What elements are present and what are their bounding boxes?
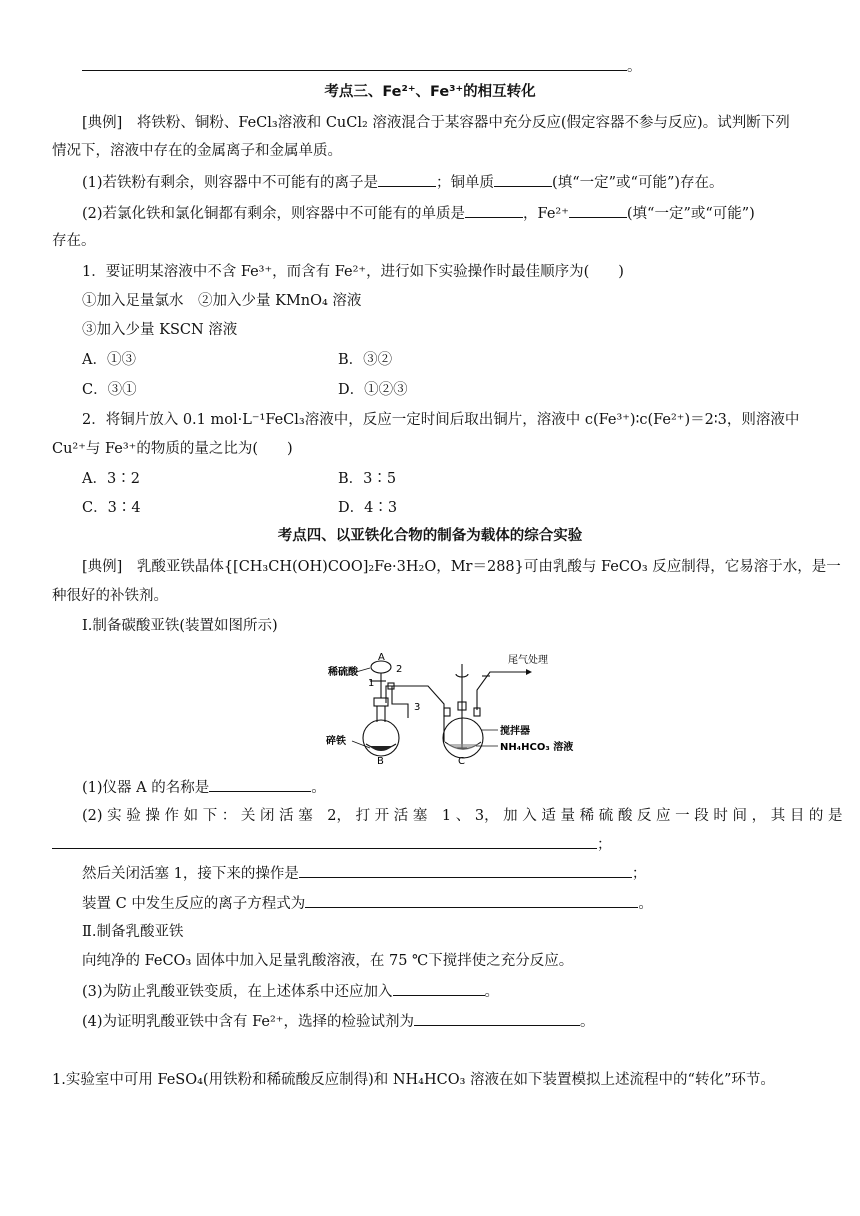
- section3-heading: 考点三、Fe²⁺、Fe³⁺的相互转化: [324, 84, 536, 100]
- label-valve-3: 3: [414, 702, 421, 713]
- label-c: C: [458, 756, 465, 767]
- label-iron: 碎铁: [326, 736, 346, 747]
- blank-instrument-name[interactable]: [209, 777, 311, 792]
- s4-question2-blank-line: ；: [52, 834, 612, 855]
- s3-question2: (2)若氯化铁和氯化铜都有剩余，则容器中不可能有的单质是 ，Fe²⁺ (填“一定”或“可能”): [82, 203, 755, 224]
- label-valve-1: 1: [368, 678, 375, 689]
- blank-fe2[interactable]: [569, 203, 627, 218]
- problem2-stem-line2: Cu²⁺与 Fe³⁺的物质的量之比为( ): [52, 441, 293, 457]
- blank-copper[interactable]: [494, 172, 552, 187]
- s3-question1: (1)若铁粉有剩余，则容器中不可能有的离子是 ；铜单质 (填“一定”或“可能”)存在。: [82, 172, 724, 193]
- answer-line-top: [82, 56, 642, 77]
- s3-example-line1: [典例] 将铁粉、铜粉、FeCl₃溶液和 CuCl₂ 溶液混合于某容器中充分反应(假定容器不参与反应)。试判断下列: [82, 115, 790, 131]
- label-tail-gas: 尾气处理: [508, 655, 548, 666]
- blank-ionic-equation[interactable]: [305, 893, 638, 908]
- label-a: A: [378, 652, 385, 663]
- problem2-choice-d[interactable]: D．4∶3: [338, 500, 398, 516]
- s4-question2b: 然后关闭活塞 1，接下来的操作是 ；: [82, 863, 646, 884]
- problem2-choice-c[interactable]: C．3∶4: [82, 500, 141, 516]
- s4-question2: (2) 实 验 操 作 如 下 ： 关 闭 活 塞 2， 打 开 活 塞 1 、 3， 加 入 适 量 稀 硫 酸 反 应 一 段 时 间 ， 其 目 的 是: [82, 808, 843, 824]
- problem1-choice-a[interactable]: A．①③: [82, 352, 136, 368]
- s4-question2c: 装置 C 中发生反应的离子方程式为 。: [82, 893, 653, 914]
- end-mark: 。: [627, 59, 642, 75]
- blank-element[interactable]: [465, 203, 523, 218]
- label-valve-2: 2: [396, 664, 403, 675]
- s4-question3: (3)为防止乳酸亚铁变质，在上述体系中还应加入 。: [82, 981, 499, 1002]
- blank-ions[interactable]: [378, 172, 436, 187]
- label-solution: NH₄HCO₃ 溶液: [500, 742, 574, 753]
- problem1-stem: 1．要证明某溶液中不含 Fe³⁺，而含有 Fe²⁺，进行如下实验操作时最佳顺序为( ): [82, 264, 624, 280]
- problem2-choice-b[interactable]: B．3∶5: [338, 471, 397, 487]
- last-problem-stem: 1.实验室中可用 FeSO₄(用铁粉和稀硫酸反应制得)和 NH₄HCO₃ 溶液在如下装置模拟上述流程中的“转化”环节。: [52, 1072, 775, 1088]
- s4-example-line1: [典例] 乳酸亚铁晶体{[CH₃CH(OH)COO]₂Fe·3H₂O，Mr＝288}可由乳酸与 FeCO₃ 反应制得，它易溶于水，是一: [82, 559, 841, 575]
- s4-example-line2: 种很好的补铁剂。: [52, 588, 168, 604]
- s4-question1: (1)仪器 A 的名称是 。: [82, 777, 326, 798]
- problem1-choice-d[interactable]: D．①②③: [338, 382, 408, 398]
- blank-purpose[interactable]: [52, 834, 597, 849]
- blank-next-operation[interactable]: [299, 863, 632, 878]
- label-stirrer: 搅拌器: [500, 726, 530, 737]
- blank-reagent[interactable]: [414, 1011, 580, 1026]
- problem1-choice-c[interactable]: C．③①: [82, 382, 137, 398]
- s3-example-line2: 情况下，溶液中存在的金属离子和金属单质。: [52, 143, 342, 159]
- problem1-options-line2: ③加入少量 KSCN 溶液: [82, 322, 238, 338]
- part2-title: Ⅱ.制备乳酸亚铁: [82, 924, 184, 940]
- blank-additive[interactable]: [393, 981, 485, 996]
- label-b: B: [377, 756, 384, 767]
- problem2-choice-a[interactable]: A．3∶2: [82, 471, 140, 487]
- s3-question2-cont: 存在。: [52, 233, 96, 249]
- section4-heading: 考点四、以亚铁化合物的制备为载体的综合实验: [277, 528, 583, 544]
- problem2-stem-line1: 2．将铜片放入 0.1 mol·L⁻¹FeCl₃溶液中，反应一定时间后取出铜片，溶液中 c(Fe³⁺)∶c(Fe²⁺)＝2∶3，则溶液中: [82, 412, 800, 428]
- part2-description: 向纯净的 FeCO₃ 固体中加入足量乳酸溶液，在 75 ℃下搅拌使之充分反应。: [82, 953, 574, 969]
- label-dilute-acid: 稀硫酸: [328, 667, 358, 678]
- s4-question4: (4)为证明乳酸亚铁中含有 Fe²⁺，选择的检验试剂为 。: [82, 1011, 594, 1032]
- part1-title: Ⅰ.制备碳酸亚铁(装置如图所示): [82, 618, 278, 634]
- apparatus-figure: [326, 646, 574, 767]
- problem1-options-line1: ①加入足量氯水 ②加入少量 KMnO₄ 溶液: [82, 293, 362, 309]
- problem1-choice-b[interactable]: B．③②: [338, 352, 393, 368]
